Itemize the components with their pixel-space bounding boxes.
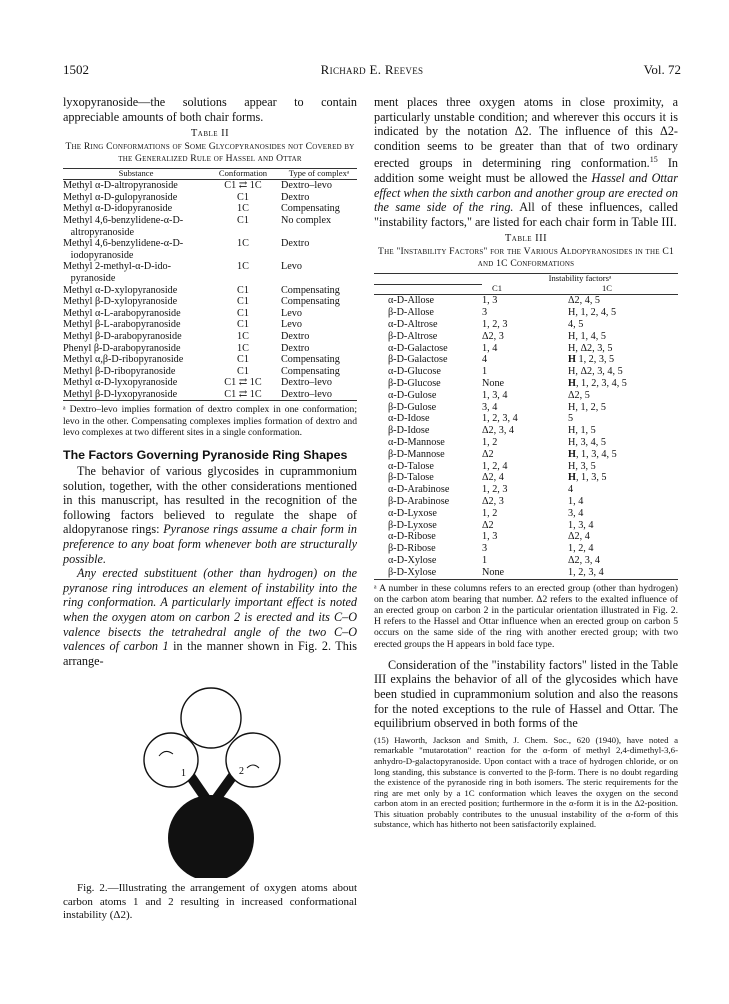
table3-cell-a: 1, 2, 4 bbox=[482, 460, 508, 472]
table3-cell-a: 1, 3 bbox=[482, 295, 498, 307]
table2-row bbox=[63, 285, 357, 297]
table2-cell-s: Methyl α-D-lyxopyranoside bbox=[63, 377, 178, 389]
table3-cell-n: α-D-Idose bbox=[388, 413, 430, 425]
table3-cell-b: Δ2, 4 bbox=[568, 531, 590, 543]
table2-row bbox=[63, 180, 357, 192]
table3-cell-n: α-D-Allose bbox=[388, 295, 435, 307]
table3-cell-a: Δ2, 4 bbox=[482, 472, 504, 484]
factors-italic: Pyranose rings assume a chair form in preference to any boat form whenever both are structurally possible. bbox=[63, 522, 357, 566]
table3-cell-n: α-D-Lyxose bbox=[388, 507, 437, 519]
table2-row bbox=[63, 366, 357, 378]
ref-15-marker: 15 bbox=[649, 155, 658, 165]
table2-cell-c: 1C bbox=[237, 203, 249, 215]
table2-cell-t bbox=[277, 250, 357, 262]
table3-cell-n: β-D-Altrose bbox=[388, 330, 438, 342]
table3-cell-a: 1, 2, 3 bbox=[482, 319, 508, 330]
table2-cell-c: 1C bbox=[237, 238, 249, 250]
cont-text-a: ment places three oxygen atoms in close proximity, a particularly unstable condition; and wherever this occurs it is indicated by the notation Δ2. The influence of this Δ2-condition seems to be greater than that of two ordinary erected groups in determining ring conformation. bbox=[374, 95, 678, 171]
table2-row bbox=[63, 319, 357, 331]
table2-cell-s: iodopyranoside bbox=[63, 249, 134, 261]
table2-row bbox=[63, 238, 357, 250]
table2-row bbox=[63, 261, 357, 273]
table3 bbox=[374, 273, 678, 579]
table2-cell-t: Dextro bbox=[281, 330, 310, 342]
table2-cell-c: 1C bbox=[237, 342, 249, 354]
factor-rest: , 1, 2, 3, 4, 5 bbox=[575, 377, 627, 389]
erected-paragraph bbox=[63, 566, 357, 668]
table3-cell-n: β-D-Ribose bbox=[388, 543, 436, 555]
table3-cell-n: α-D-Altrose bbox=[388, 319, 438, 330]
table2-cell-c: C1 bbox=[237, 296, 249, 308]
table3-cell-a: Δ2 bbox=[482, 448, 494, 460]
factors-text: The behavior of various glycosides in cuprammonium solution, together, with the other considerations mentioned in this manuscript, has resulted in the recognition of the following factors believed to regulate the shape of aldopyranose rings: bbox=[63, 464, 357, 537]
table2-header-substance: Substance bbox=[63, 169, 209, 180]
table3-row bbox=[374, 307, 678, 319]
table2-cell-s: Methyl 4,6-benzylidene-α-D- bbox=[63, 214, 184, 226]
table2-body bbox=[63, 180, 357, 401]
table3-row bbox=[374, 437, 678, 449]
table3-row bbox=[374, 520, 678, 532]
table2-cell-s: pyranoside bbox=[63, 272, 116, 284]
erected-italic: Any erected substituent (other than hydrogen) on the pyranose ring introduces an element of instability into the ring conformation. A particularly important effect is noted when the oxygen atom on carbon 2 is erected and its C–O valence bisects the tetrahedral angle of the two C–O valences of carbon 1 bbox=[63, 566, 357, 654]
table2 bbox=[63, 168, 357, 401]
carbon-label-1: 1 bbox=[181, 768, 186, 780]
table3-row bbox=[374, 366, 678, 378]
table3-row bbox=[374, 555, 678, 567]
table3-cell-a: 4 bbox=[482, 354, 488, 366]
table2-cell-t: Dextro bbox=[281, 191, 310, 203]
table2-cell-s: Methyl α-L-arabopyranoside bbox=[63, 307, 181, 319]
table3-cell-a: 1, 2, 3 bbox=[482, 484, 508, 496]
table2-cell-s: Methyl β-L-arabopyranoside bbox=[63, 319, 181, 331]
table3-cell-a: 1, 2 bbox=[482, 436, 498, 448]
table3-cell-a: None bbox=[482, 377, 505, 389]
bold-h: H bbox=[568, 354, 576, 366]
volume-label: Vol. 72 bbox=[643, 62, 681, 77]
table2-row bbox=[63, 227, 357, 239]
cont-text-b: In addition some weight must be allowed the bbox=[374, 156, 679, 186]
table2-cell-s: Methyl β-D-arabopyranoside bbox=[63, 330, 182, 342]
table3-cell-b: H, 1, 4, 5 bbox=[568, 330, 606, 342]
table3-row bbox=[374, 331, 678, 343]
table2-cell-t: Compensating bbox=[281, 284, 340, 296]
table3-row bbox=[374, 508, 678, 520]
left-column bbox=[63, 95, 357, 922]
figure-caption: Fig. 2.—Illustrating the arrangement of oxygen atoms about carbon atoms 1 and 2 resulting in increased conformational instability (Δ2). bbox=[63, 882, 357, 921]
table2-cell-s: Methyl β-D-xylopyranoside bbox=[63, 296, 178, 308]
consideration-paragraph: Consideration of the "instability factors" listed in the Table III explains the behavior of all of the glycosides which have been studied in cuprammonium solution and also the reasons for the noted exceptions to the rule of Hassel and Ottar. The equilibrium observed in both forms of the bbox=[374, 657, 678, 731]
table3-cell-n: β-D-Mannose bbox=[388, 448, 445, 460]
table2-cell-s: Methyl α-D-xylopyranoside bbox=[63, 284, 178, 296]
table2-cell-c bbox=[209, 227, 277, 239]
table3-cell-b: 5 bbox=[568, 413, 574, 425]
table3-cell-n: α-D-Gulose bbox=[388, 389, 437, 401]
table2-row bbox=[63, 250, 357, 262]
table2-cell-s: Methyl β-D-ribopyranoside bbox=[63, 365, 176, 377]
table3-row bbox=[374, 354, 678, 366]
table2-cell-c: C1 ⇄ 1C bbox=[224, 180, 262, 192]
table3-cell-b bbox=[568, 378, 678, 390]
cont-text-c: All of these influences, called "instability factors," are listed for each chair form in Table III. bbox=[374, 200, 678, 229]
table2-cell-t bbox=[277, 227, 357, 239]
table3-cell-n: β-D-Talose bbox=[388, 472, 434, 484]
table3-cell-n: α-D-Glucose bbox=[388, 366, 441, 378]
table3-cell-b: 4 bbox=[568, 484, 574, 496]
factor-rest: , 1, 3, 5 bbox=[575, 472, 607, 484]
table2-cell-s: Methyl α-D-gulopyranoside bbox=[63, 191, 178, 203]
table2-cell-t: Compensating bbox=[281, 296, 340, 308]
table3-cell-b: Δ2, 3, 4 bbox=[568, 554, 601, 566]
table2-cell-t: Dextro bbox=[281, 238, 310, 250]
table2-cell-t: Levo bbox=[281, 319, 302, 331]
bold-h: H bbox=[568, 472, 576, 484]
table3-cell-b: 3, 4 bbox=[568, 507, 584, 519]
table2-header-conformation: Conformation bbox=[209, 169, 277, 180]
oxygen-atom-left bbox=[144, 733, 198, 787]
table3-cell-b bbox=[568, 472, 678, 484]
right-column bbox=[374, 95, 678, 830]
factor-rest: , 1, 3, 4, 5 bbox=[575, 448, 617, 460]
table3-cell-a: 1, 2 bbox=[482, 507, 498, 519]
table3-header-blank2 bbox=[374, 284, 482, 295]
table2-row bbox=[63, 192, 357, 204]
page-header bbox=[63, 62, 681, 78]
table2-cell-t: Compensating bbox=[281, 203, 340, 215]
table2-row bbox=[63, 343, 357, 355]
table3-header-1c: 1C bbox=[568, 284, 678, 295]
table3-cell-b: 1, 3, 4 bbox=[568, 519, 594, 531]
table3-cell-n: α-D-Talose bbox=[388, 460, 434, 472]
table3-header-c1: C1 bbox=[482, 284, 568, 295]
continued-paragraph bbox=[374, 95, 678, 229]
table2-cell-s: Methyl 4,6-benzylidene-α-D- bbox=[63, 238, 184, 250]
table3-cell-a: 1, 2, 3, 4 bbox=[482, 413, 518, 425]
cont-italic: Hassel and Ottar effect when the sixth carbon and another group are erected on the same side of the ring. bbox=[374, 171, 678, 215]
table2-cell-t: Compensating bbox=[281, 354, 340, 366]
table3-row bbox=[374, 425, 678, 437]
table3-cell-n: β-D-Lyxose bbox=[388, 519, 437, 531]
table2-cell-t: Dextro–levo bbox=[281, 377, 332, 389]
table3-cell-n: α-D-Arabinose bbox=[388, 484, 450, 496]
table3-header-group: Instability factorsᵃ bbox=[548, 273, 612, 284]
page-number: 1502 bbox=[63, 62, 89, 77]
table2-cell-s: altropyranoside bbox=[63, 226, 135, 238]
table3-cell-b: H, 1, 2, 5 bbox=[568, 401, 606, 413]
table2-cell-c bbox=[209, 273, 277, 285]
table3-cell-b: H, 3, 4, 5 bbox=[568, 436, 606, 448]
table3-cell-n: β-D-Allose bbox=[388, 307, 434, 319]
figure-2-diagram bbox=[63, 678, 357, 878]
table2-row bbox=[63, 389, 357, 401]
table3-cell-b: H, 3, 5 bbox=[568, 460, 596, 472]
table3-cell-a: Δ2, 3 bbox=[482, 330, 504, 342]
table3-cell-b: 1, 2, 4 bbox=[568, 543, 594, 555]
table2-cell-t bbox=[277, 273, 357, 285]
table3-row bbox=[374, 378, 678, 390]
bold-h: H bbox=[568, 377, 576, 389]
table3-cell-b bbox=[568, 354, 678, 366]
table2-cell-c: C1 bbox=[237, 307, 249, 319]
table3-row bbox=[374, 543, 678, 555]
table3-cell-b: 4, 5 bbox=[568, 319, 584, 330]
table2-cell-s: Methyl 2-methyl-α-D-ido- bbox=[63, 261, 172, 273]
section-title: The Factors Governing Pyranoside Ring Shapes bbox=[63, 448, 348, 463]
table2-cell-c: C1 bbox=[237, 354, 249, 366]
table2-cell-t: Dextro–levo bbox=[281, 388, 332, 400]
table3-body bbox=[374, 295, 678, 579]
table3-row bbox=[374, 484, 678, 496]
table3-cell-n: β-D-Gulose bbox=[388, 401, 437, 413]
table3-cell-b: H, Δ2, 3, 4, 5 bbox=[568, 366, 623, 378]
table2-cell-c: C1 ⇄ 1C bbox=[224, 388, 262, 400]
table3-cell-a: 1, 3 bbox=[482, 531, 498, 543]
oxygen-arrangement-illustration bbox=[144, 688, 280, 878]
table2-cell-t: Levo bbox=[281, 307, 302, 319]
table3-cell-a: Δ2 bbox=[482, 519, 494, 531]
table3-cell-n: α-D-Xylose bbox=[388, 554, 437, 566]
table2-cell-t: Dextro–levo bbox=[281, 180, 332, 192]
table3-row bbox=[374, 295, 678, 307]
table3-row bbox=[374, 449, 678, 461]
table2-cell-c: C1 bbox=[237, 191, 249, 203]
table2-cell-c: C1 bbox=[237, 365, 249, 377]
table3-cell-a: Δ2, 3, 4 bbox=[482, 425, 515, 437]
table3-cell-n: β-D-Galactose bbox=[388, 354, 448, 366]
table2-cell-t: Compensating bbox=[281, 365, 340, 377]
table2-cell-s: Phenyl β-D-arabopyranoside bbox=[63, 342, 181, 354]
table3-cell-a: 3 bbox=[482, 543, 488, 555]
table3-header-blank bbox=[374, 274, 482, 285]
table3-cell-b: Δ2, 5 bbox=[568, 389, 590, 401]
table3-row bbox=[374, 531, 678, 543]
table3-cell-a: None bbox=[482, 566, 505, 578]
table3-cell-n: α-D-Galactose bbox=[388, 342, 448, 354]
table3-cell-a: 1, 3, 4 bbox=[482, 389, 508, 401]
table3-cell-n: β-D-Idose bbox=[388, 425, 430, 437]
table2-cell-c bbox=[209, 250, 277, 262]
running-head-author: Richard E. Reeves bbox=[320, 62, 424, 77]
table2-row bbox=[63, 215, 357, 227]
table2-cell-s: Methyl β-D-lyxopyranoside bbox=[63, 388, 178, 400]
table3-cell-b: 1, 2, 3, 4 bbox=[568, 566, 604, 578]
table3-cell-n: β-D-Glucose bbox=[388, 377, 441, 389]
erected-text: in the manner shown in Fig. 2. This arrange- bbox=[63, 639, 357, 668]
table2-cell-c: C1 ⇄ 1C bbox=[224, 377, 262, 389]
table2-row bbox=[63, 273, 357, 285]
table3-cell-b: Δ2, 4, 5 bbox=[568, 295, 601, 307]
table3-cell-a: 3 bbox=[482, 307, 488, 319]
table2-cell-t: No complex bbox=[281, 214, 332, 226]
carbon-label-2: 2 bbox=[239, 766, 244, 778]
table3-row bbox=[374, 319, 678, 331]
table2-row bbox=[63, 377, 357, 389]
table3-cell-n: β-D-Arabinose bbox=[388, 495, 450, 507]
table2-row bbox=[63, 296, 357, 308]
table3-cell-n: α-D-Ribose bbox=[388, 531, 436, 543]
table3-row bbox=[374, 461, 678, 473]
reference-15: (15) Haworth, Jackson and Smith, J. Chem. Soc., 620 (1940), have noted a remarkable "mutarotation" reaction for the α-form of methyl 2,4-dimethyl-3,6-anhydro-D-galactopyranoside. Upon contact with a trace of hydrogen chloride, or on long standing, this substance is converted to the β-form. There is no doubt regarding the existence of the pyranoside ring in both isomers. The steric requirements for the ring are met only by a 1C conformation which leaves the oxygen on the second carbon atom in an erected position; furthermore in the α-form it is in the Δ2-position. This situation probably contributes to the unusual instability of the α-form of this substance, which has hitherto not been satisfactorily explained. bbox=[374, 734, 678, 830]
table2-cell-t: Dextro bbox=[281, 342, 310, 354]
table3-title: The "Instability Factors" for the Various Aldopyranosides in the C1 and 1C Conformations bbox=[378, 246, 674, 270]
table3-cell-n: β-D-Xylose bbox=[388, 566, 437, 578]
table2-footnote: ᵃ Dextro–levo implies formation of dextro complex in one conformation; levo in the other. Compensating complexes implies formation of dextro and levo complexes at two different sites in a single conformation. bbox=[63, 404, 357, 438]
table3-cell-b: 1, 4 bbox=[568, 495, 584, 507]
table2-cell-c: 1C bbox=[237, 261, 249, 273]
table2-row bbox=[63, 354, 357, 366]
oxygen-atom-top bbox=[181, 688, 241, 748]
table2-row bbox=[63, 203, 357, 215]
table2-header-type: Type of complexᵃ bbox=[277, 169, 357, 180]
table3-row bbox=[374, 343, 678, 355]
table3-cell-b: H, Δ2, 3, 5 bbox=[568, 342, 613, 354]
table3-cell-b: H, 1, 2, 4, 5 bbox=[568, 307, 617, 319]
table3-footnote: ᵃ A number in these columns refers to an erected group (other than hydrogen) on the carbon atom bearing that number. Δ2 refers to the exalted influence of an erected group on carbon 2 in the particular orientation illustrated in Fig. 2. H refers to the Hassel and Ottar influence when an erected group on carbon 5 occurs on the same side of the ring with another erected group; with two erected groups the H appears in bold face type. bbox=[374, 582, 678, 650]
table3-row bbox=[374, 390, 678, 402]
table3-cell-a: 1 bbox=[482, 366, 488, 378]
table2-cell-t: Levo bbox=[281, 261, 302, 273]
bold-h: H bbox=[568, 448, 576, 460]
table2-title: The Ring Conformations of Some Glycopyranosides not Covered by the Generalized Rule of Hassel and Ottar bbox=[65, 141, 355, 165]
table3-row bbox=[374, 402, 678, 414]
table2-cell-s: Methyl α,β-D-ribopyranoside bbox=[63, 354, 184, 366]
table2-row bbox=[63, 331, 357, 343]
factor-rest: 1, 2, 3, 5 bbox=[575, 354, 615, 366]
table2-cell-c: C1 bbox=[237, 319, 249, 331]
table3-row bbox=[374, 496, 678, 508]
table2-cell-c: 1C bbox=[237, 330, 249, 342]
table2-cell-c: C1 bbox=[237, 214, 249, 226]
table3-cell-a: 3, 4 bbox=[482, 401, 498, 413]
table3-row bbox=[374, 472, 678, 484]
table3-cell-b: H, 1, 5 bbox=[568, 425, 596, 437]
table3-label: Table III bbox=[504, 233, 548, 245]
table2-label: Table II bbox=[190, 128, 230, 140]
carbon-atom bbox=[168, 795, 254, 878]
table2-cell-s: Methyl α-D-altropyranoside bbox=[63, 180, 178, 192]
table3-cell-n: α-D-Mannose bbox=[388, 436, 445, 448]
oxygen-atom-right bbox=[226, 733, 280, 787]
table3-row bbox=[374, 567, 678, 579]
table2-cell-s: Methyl α-D-idopyranoside bbox=[63, 203, 173, 215]
table3-cell-a: 1, 4 bbox=[482, 342, 498, 354]
intro-paragraph: lyxopyranoside—the solutions appear to contain appreciable amounts of both chair forms. bbox=[63, 95, 357, 124]
table3-cell-a: Δ2, 3 bbox=[482, 495, 504, 507]
table3-cell-b bbox=[568, 449, 678, 461]
factors-paragraph bbox=[63, 464, 357, 566]
table2-cell-c: C1 bbox=[237, 284, 249, 296]
table2-row bbox=[63, 308, 357, 320]
table3-row bbox=[374, 413, 678, 425]
table3-cell-a: 1 bbox=[482, 554, 488, 566]
